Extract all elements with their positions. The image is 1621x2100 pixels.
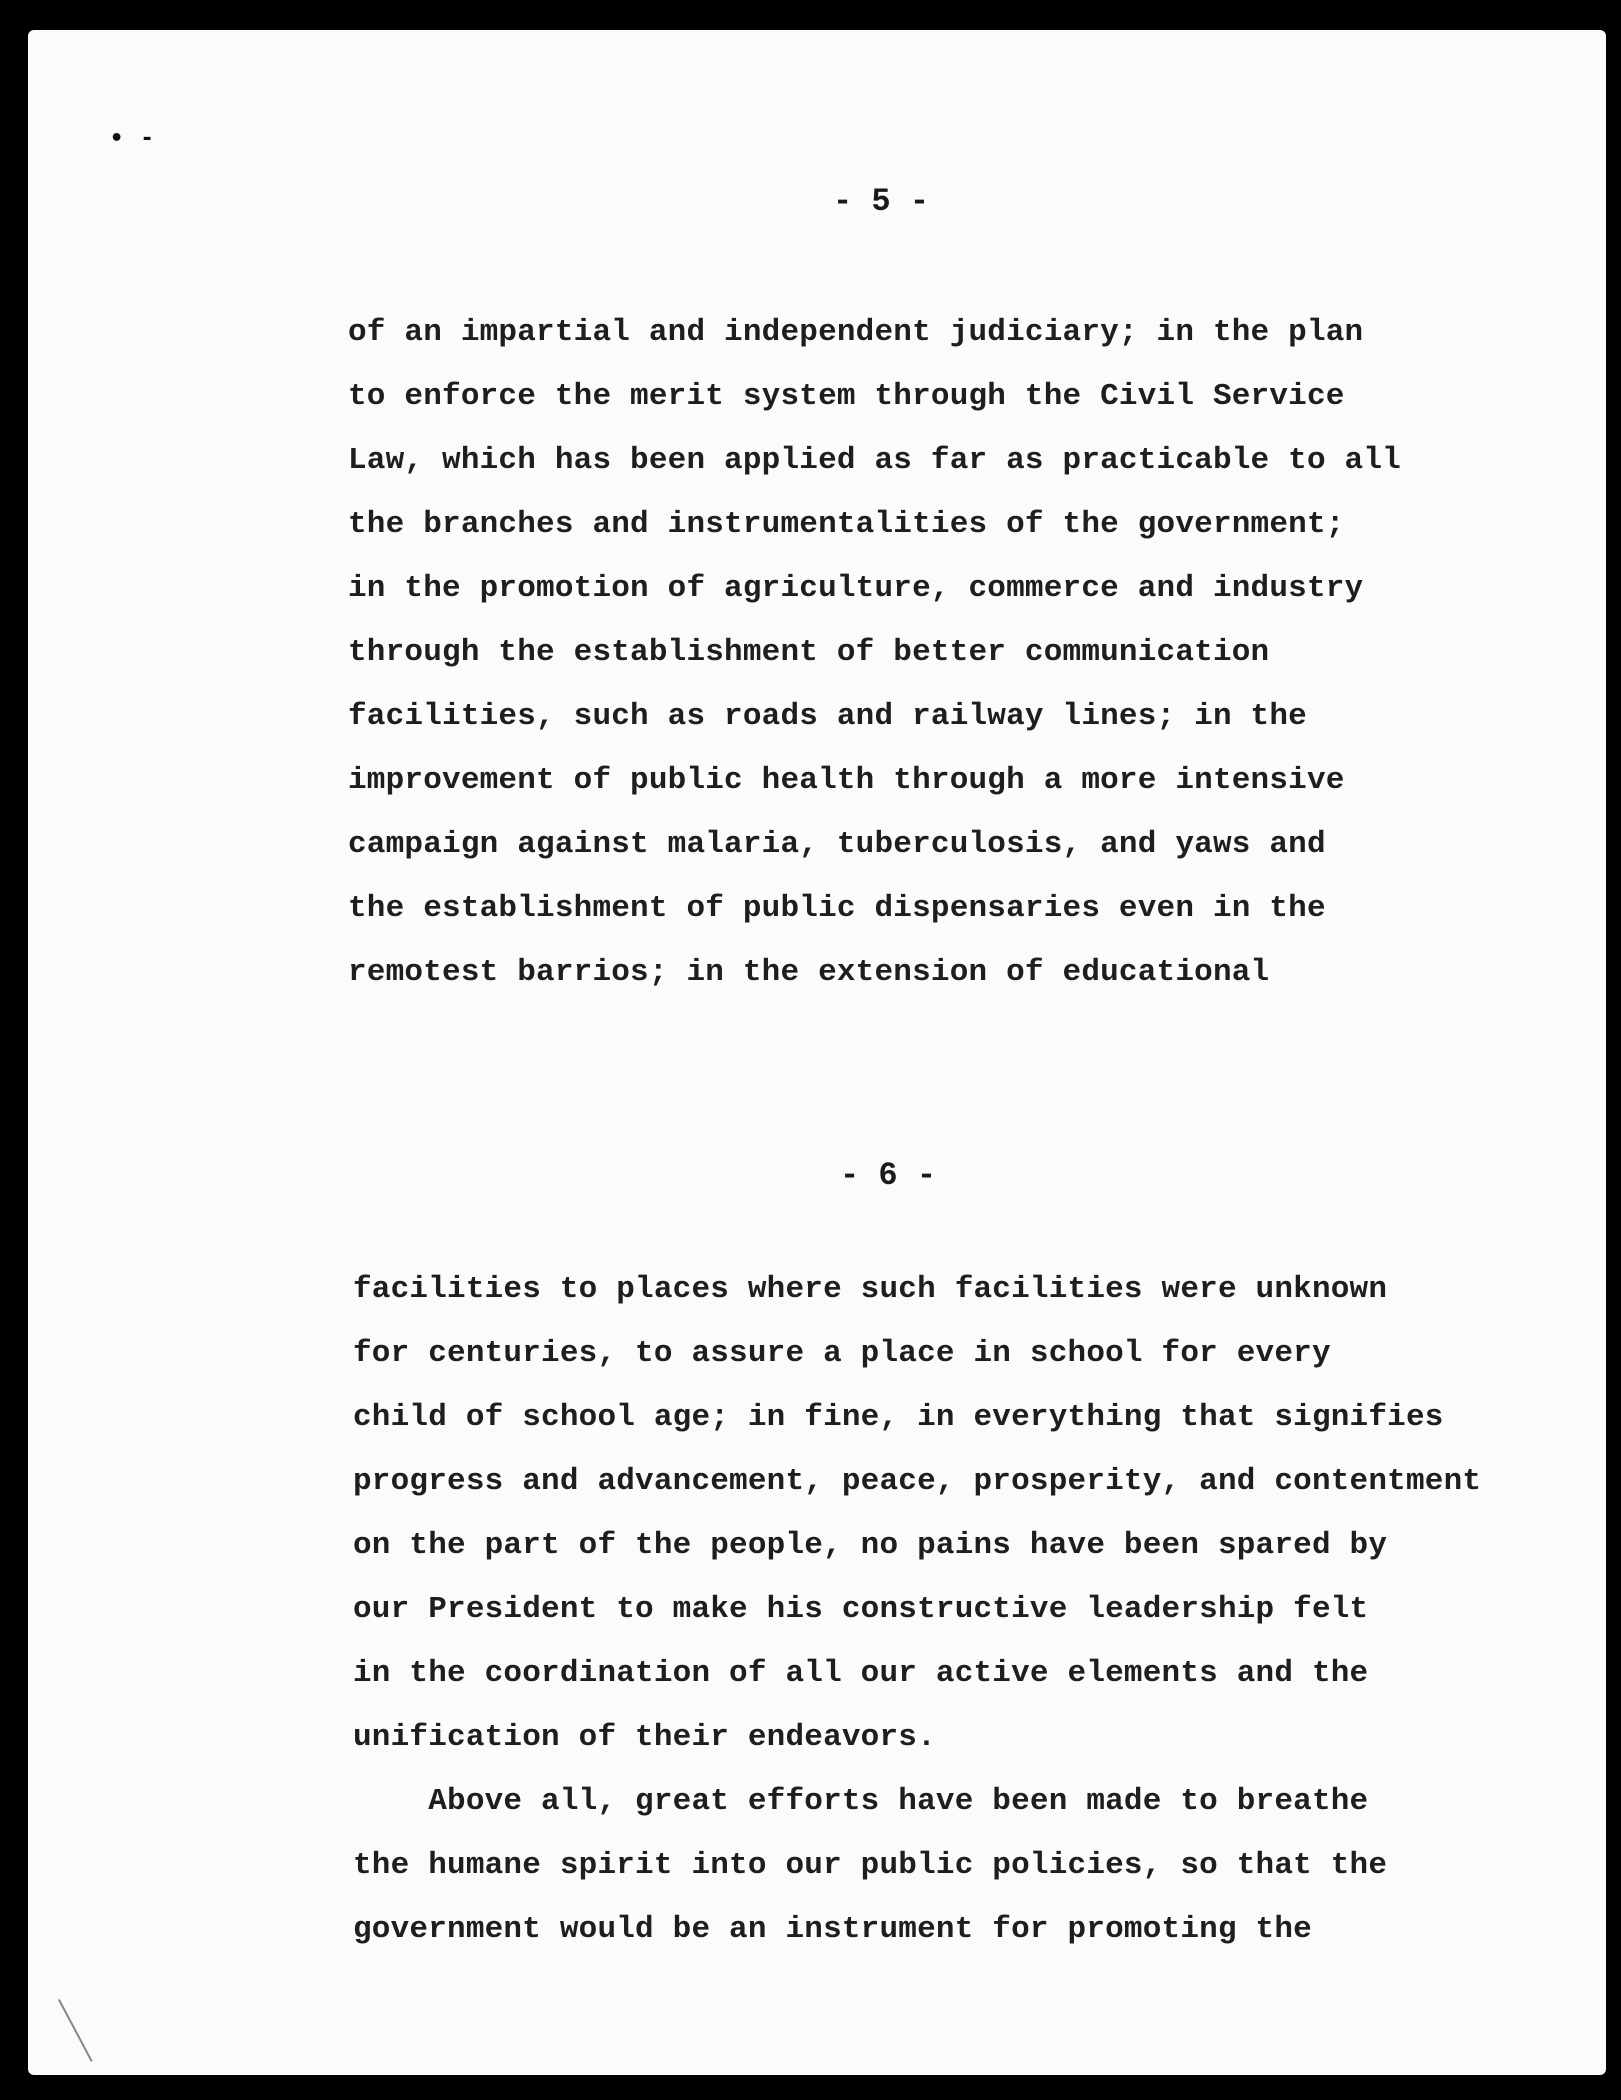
text-line: through the establishment of better communication <box>348 635 1270 670</box>
page-number-5: - 5 - <box>833 183 930 220</box>
text-line: the branches and instrumentalities of the government; <box>348 507 1345 542</box>
text-line: child of school age; in fine, in everything that signifies <box>353 1400 1444 1435</box>
text-line: in the coordination of all our active elements and the <box>353 1656 1369 1691</box>
text-line: campaign against malaria, tuberculosis, and yaws and <box>348 827 1326 862</box>
text-line: the humane spirit into our public policies, so that the <box>353 1848 1388 1883</box>
text-line: on the part of the people, no pains have been spared by <box>353 1528 1388 1563</box>
page-number-6: - 6 - <box>840 1157 937 1194</box>
text-line: facilities to places where such facilities were unknown <box>353 1272 1388 1307</box>
scan-scuff <box>58 1999 93 2062</box>
text-line: unification of their endeavors. <box>353 1720 936 1755</box>
text-line: government would be an instrument for promoting the <box>353 1912 1312 1947</box>
corner-mark: • ‐ <box>110 126 156 151</box>
text-line: remotest barrios; in the extension of educational <box>348 955 1270 990</box>
text-line: to enforce the merit system through the Civil Service <box>348 379 1345 414</box>
text-line: the establishment of public dispensaries even in the <box>348 891 1326 926</box>
text-line: Law, which has been applied as far as practicable to all <box>348 443 1401 478</box>
text-line: in the promotion of agriculture, commerce and industry <box>348 571 1364 606</box>
text-line: facilities, such as roads and railway lines; in the <box>348 699 1307 734</box>
text-line: Above all, great efforts have been made to breathe <box>353 1784 1369 1819</box>
text-line: for centuries, to assure a place in school for every <box>353 1336 1331 1371</box>
text-line: of an impartial and independent judiciary; in the plan <box>348 315 1364 350</box>
document-page <box>28 30 1606 2075</box>
text-line: improvement of public health through a more intensive <box>348 763 1345 798</box>
text-line: our President to make his constructive leadership felt <box>353 1592 1369 1627</box>
text-line: progress and advancement, peace, prosperity, and contentment <box>353 1464 1482 1499</box>
